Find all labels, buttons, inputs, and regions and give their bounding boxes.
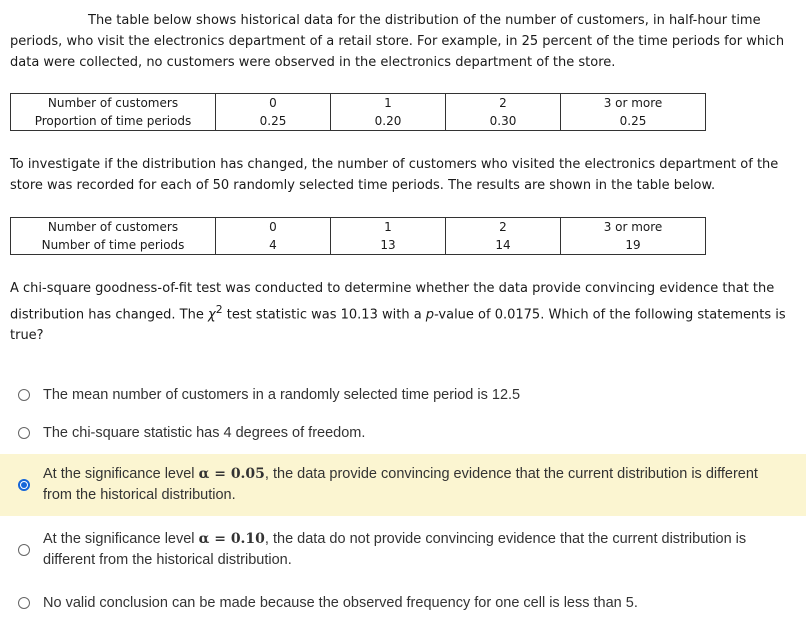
middle-paragraph: To investigate if the distribution has changed, the number of customers who visited the electronics department of the store was recorded for each of 50 randomly selected time periods. The results are shown in the table below. <box>10 157 779 193</box>
table-cell: 0 <box>216 94 331 113</box>
table-cell: 1 <box>331 94 446 113</box>
radio-button-selected[interactable] <box>18 479 30 491</box>
radio-button[interactable] <box>18 597 30 609</box>
table-cell: 3 or more <box>561 94 706 113</box>
table-cell: Proportion of time periods <box>11 112 216 131</box>
choice-c[interactable] <box>0 454 806 516</box>
table-cell: 0.30 <box>446 112 561 131</box>
choice-label: The chi-square statistic has 4 degrees of freedom. <box>43 424 366 441</box>
table-cell: 2 <box>446 218 561 237</box>
radio-button[interactable] <box>18 389 30 401</box>
question-text: test statistic was 10.13 with a <box>222 307 426 323</box>
alpha-value: α = 0.10 <box>198 531 265 547</box>
table-cell: Number of customers <box>11 218 216 237</box>
table-cell: 0.20 <box>331 112 446 131</box>
chi-symbol: χ <box>208 307 216 323</box>
table-cell: Number of time periods <box>11 236 216 255</box>
choice-text: At the significance level <box>43 531 199 547</box>
table-cell: 4 <box>216 236 331 255</box>
choice-d[interactable] <box>0 516 806 584</box>
choice-label: No valid conclusion can be made because the observed frequency for one cell is less than 5. <box>43 594 638 611</box>
table-cell: 2 <box>446 94 561 113</box>
intro-paragraph: The table below shows historical data for the distribution of the number of customers, in half-hour time periods, who visit the electronics department of a retail store. For example, in 25 percent of the time periods for which data were collected, no customers were observed in the electronics department of the store. <box>10 13 785 70</box>
choice-text: , the data do not provide convincing evidence that the current distribution is different from the historical distribution. <box>43 531 747 568</box>
choice-a[interactable] <box>0 378 806 412</box>
choice-label <box>43 464 763 506</box>
choice-label: The mean number of customers in a randomly selected time period is 12.5 <box>43 386 521 403</box>
choice-text: At the significance level <box>43 466 199 482</box>
question-text: A chi-square goodness-of-fit test was conducted to determine whether the data provide convincing evidence that the distribution has changed. The <box>10 281 775 323</box>
table-cell: 0.25 <box>216 112 331 131</box>
choice-b[interactable] <box>0 412 806 454</box>
table-cell: 1 <box>331 218 446 237</box>
table-cell: 14 <box>446 236 561 255</box>
historical-table <box>10 93 706 131</box>
choice-text: , the data provide convincing evidence that the current distribution is different from the historical distribution. <box>43 466 758 503</box>
table-cell: Number of customers <box>11 94 216 113</box>
radio-button[interactable] <box>18 427 30 439</box>
table-cell: 0.25 <box>561 112 706 131</box>
p-symbol: p <box>425 307 435 323</box>
choice-e[interactable] <box>0 584 806 622</box>
choice-label <box>43 529 763 571</box>
alpha-value: α = 0.05 <box>198 466 265 482</box>
answer-choices <box>0 378 806 622</box>
table-cell: 19 <box>561 236 706 255</box>
table-cell: 13 <box>331 236 446 255</box>
table-cell: 0 <box>216 218 331 237</box>
table-cell: 3 or more <box>561 218 706 237</box>
sample-table <box>10 217 706 255</box>
chi-exponent: 2 <box>215 303 223 316</box>
radio-button[interactable] <box>18 544 30 556</box>
question-text: -value of 0.0175. Which of the following statements is true? <box>10 307 786 344</box>
question-paragraph <box>10 278 790 346</box>
